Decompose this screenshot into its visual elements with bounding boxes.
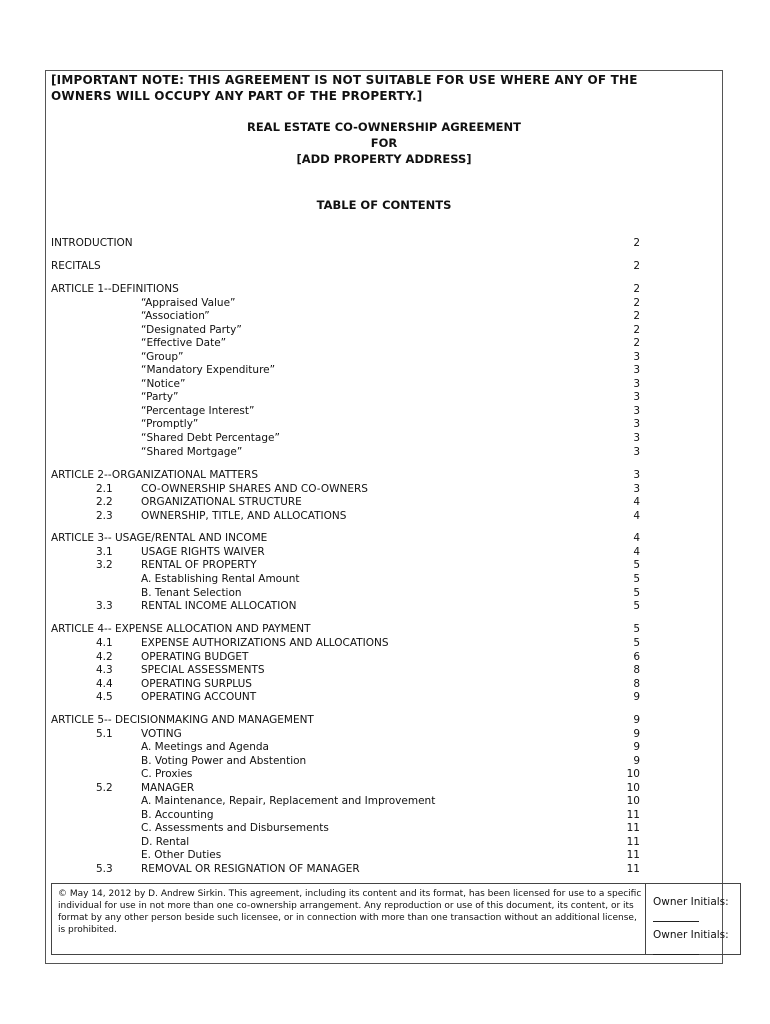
toc-label: OPERATING BUDGET — [141, 651, 249, 663]
toc-label: B. Tenant Selection — [141, 587, 242, 599]
toc-page-number: 8 — [633, 664, 640, 676]
toc-label: E. Other Duties — [141, 849, 222, 861]
toc-section-number: 5.2 — [96, 782, 113, 794]
toc-page-number: 11 — [626, 836, 640, 848]
toc-label: RECITALS — [51, 260, 101, 272]
toc-section-number: 4.2 — [96, 651, 113, 663]
toc-label: “Party” — [141, 391, 179, 403]
toc-page-number: 10 — [626, 782, 640, 794]
toc-page-number: 11 — [626, 809, 640, 821]
toc-section-number: 3.3 — [96, 600, 113, 612]
toc-label: ARTICLE 1--DEFINITIONS — [51, 283, 179, 295]
toc-label: RENTAL INCOME ALLOCATION — [141, 600, 297, 612]
toc-page-number: 10 — [626, 768, 640, 780]
toc-label: “Shared Mortgage” — [141, 446, 243, 458]
toc-page-number: 3 — [633, 483, 640, 495]
toc-label: ARTICLE 4-- EXPENSE ALLOCATION AND PAYMENT — [51, 623, 311, 635]
toc-section-number: 4.4 — [96, 678, 113, 690]
toc-page-number: 3 — [633, 405, 640, 417]
toc-label: B. Voting Power and Abstention — [141, 755, 307, 767]
toc-label: “Association” — [141, 310, 210, 322]
toc-page-number: 9 — [633, 691, 640, 703]
toc-section-number: 4.1 — [96, 637, 113, 649]
toc-section-number: 2.2 — [96, 496, 113, 508]
toc-label: VOTING — [141, 728, 182, 740]
toc-page-number: 5 — [633, 573, 640, 585]
toc-page-number: 4 — [633, 510, 640, 522]
toc-label: ARTICLE 2--ORGANIZATIONAL MATTERS — [51, 469, 258, 481]
toc-section-number: 5.1 — [96, 728, 113, 740]
toc-page-number: 3 — [633, 391, 640, 403]
toc-label: A. Maintenance, Repair, Replacement and Improvement — [141, 795, 436, 807]
toc-page-number: 3 — [633, 351, 640, 363]
toc-page-number: 4 — [633, 496, 640, 508]
toc-label: EXPENSE AUTHORIZATIONS AND ALLOCATIONS — [141, 637, 389, 649]
toc-page-number: 9 — [633, 714, 640, 726]
toc-label: “Notice” — [141, 378, 186, 390]
owner-initials-line[interactable] — [653, 954, 699, 955]
toc-label: C. Assessments and Disbursements — [141, 822, 329, 834]
toc-label: USAGE RIGHTS WAIVER — [141, 546, 265, 558]
toc-heading: TABLE OF CONTENTS — [316, 198, 452, 212]
toc-label: “Promptly” — [141, 418, 199, 430]
toc-page-number: 5 — [633, 600, 640, 612]
agreement-title: REAL ESTATE CO-OWNERSHIP AGREEMENT — [246, 120, 522, 134]
toc-page-number: 10 — [626, 795, 640, 807]
toc-page-number: 3 — [633, 432, 640, 444]
toc-page-number: 8 — [633, 678, 640, 690]
toc-page-number: 5 — [633, 587, 640, 599]
toc-label: ARTICLE 3-- USAGE/RENTAL AND INCOME — [51, 532, 268, 544]
toc-page-number: 2 — [633, 297, 640, 309]
toc-page-number: 6 — [633, 651, 640, 663]
toc-label: SPECIAL ASSESSMENTS — [141, 664, 265, 676]
toc-page-number: 3 — [633, 378, 640, 390]
toc-page-number: 11 — [626, 863, 640, 875]
toc-label: “Effective Date” — [141, 337, 227, 349]
toc-page-number: 9 — [633, 755, 640, 767]
toc-page-number: 4 — [633, 546, 640, 558]
copyright-notice: © May 14, 2012 by D. Andrew Sirkin. This agreement, including its content and its format, has been licensed for use to a specific individual for use in not more than one co-ownership arrangement. Any reproduction or use of this document, its content, or its format by any other person beside such licensee, or in connection with more than one transaction without an additional license, is prohibited. — [58, 889, 642, 935]
toc-label: A. Meetings and Agenda — [141, 741, 269, 753]
toc-label: ARTICLE 5-- DECISIONMAKING AND MANAGEMENT — [51, 714, 314, 726]
toc-label: C. Proxies — [141, 768, 193, 780]
property-address-placeholder: [ADD PROPERTY ADDRESS] — [296, 152, 472, 166]
toc-section-number: 5.3 — [96, 863, 113, 875]
toc-section-number: 4.3 — [96, 664, 113, 676]
owner-initials-label: Owner Initials: — [653, 896, 729, 908]
toc-label: D. Rental — [141, 836, 190, 848]
toc-page-number: 3 — [633, 364, 640, 376]
toc-label: A. Establishing Rental Amount — [141, 573, 300, 585]
toc-page-number: 2 — [633, 324, 640, 336]
owner-initials-label: Owner Initials: — [653, 929, 729, 941]
toc-page-number: 3 — [633, 446, 640, 458]
toc-label: OWNERSHIP, TITLE, AND ALLOCATIONS — [141, 510, 347, 522]
toc-page-number: 9 — [633, 741, 640, 753]
toc-section-number: 2.1 — [96, 483, 113, 495]
toc-page-number: 3 — [633, 469, 640, 481]
toc-page-number: 2 — [633, 337, 640, 349]
toc-section-number: 3.2 — [96, 559, 113, 571]
toc-label: B. Accounting — [141, 809, 214, 821]
toc-page-number: 5 — [633, 623, 640, 635]
toc-page-number: 2 — [633, 310, 640, 322]
important-note: [IMPORTANT NOTE: THIS AGREEMENT IS NOT SUITABLE FOR USE WHERE ANY OF THE OWNERS WILL OCCUPY ANY PART OF THE PROPERTY.] — [51, 73, 638, 103]
toc-label: RENTAL OF PROPERTY — [141, 559, 257, 571]
toc-label: ORGANIZATIONAL STRUCTURE — [141, 496, 302, 508]
toc-label: “Mandatory Expenditure” — [141, 364, 276, 376]
toc-label: “Designated Party” — [141, 324, 242, 336]
toc-page-number: 3 — [633, 418, 640, 430]
toc-page-number: 5 — [633, 559, 640, 571]
toc-label: “Percentage Interest” — [141, 405, 255, 417]
toc-section-number: 2.3 — [96, 510, 113, 522]
toc-page-number: 2 — [633, 283, 640, 295]
toc-page-number: 5 — [633, 637, 640, 649]
toc-page-number: 2 — [633, 260, 640, 272]
toc-label: CO-OWNERSHIP SHARES AND CO-OWNERS — [141, 483, 368, 495]
toc-page-number: 2 — [633, 237, 640, 249]
toc-label: REMOVAL OR RESIGNATION OF MANAGER — [141, 863, 360, 875]
toc-page-number: 11 — [626, 822, 640, 834]
toc-section-number: 3.1 — [96, 546, 113, 558]
toc-label: OPERATING ACCOUNT — [141, 691, 257, 703]
agreement-title-for: FOR — [370, 136, 398, 150]
toc-label: INTRODUCTION — [51, 237, 133, 249]
toc-page-number: 4 — [633, 532, 640, 544]
toc-page-number: 9 — [633, 728, 640, 740]
toc-label: “Shared Debt Percentage” — [141, 432, 280, 444]
owner-initials-line[interactable] — [653, 921, 699, 922]
footer-divider — [645, 883, 646, 955]
toc-section-number: 4.5 — [96, 691, 113, 703]
toc-label: MANAGER — [141, 782, 195, 794]
toc-label: OPERATING SURPLUS — [141, 678, 252, 690]
toc-label: “Appraised Value” — [141, 297, 236, 309]
toc-page-number: 11 — [626, 849, 640, 861]
toc-label: “Group” — [141, 351, 184, 363]
